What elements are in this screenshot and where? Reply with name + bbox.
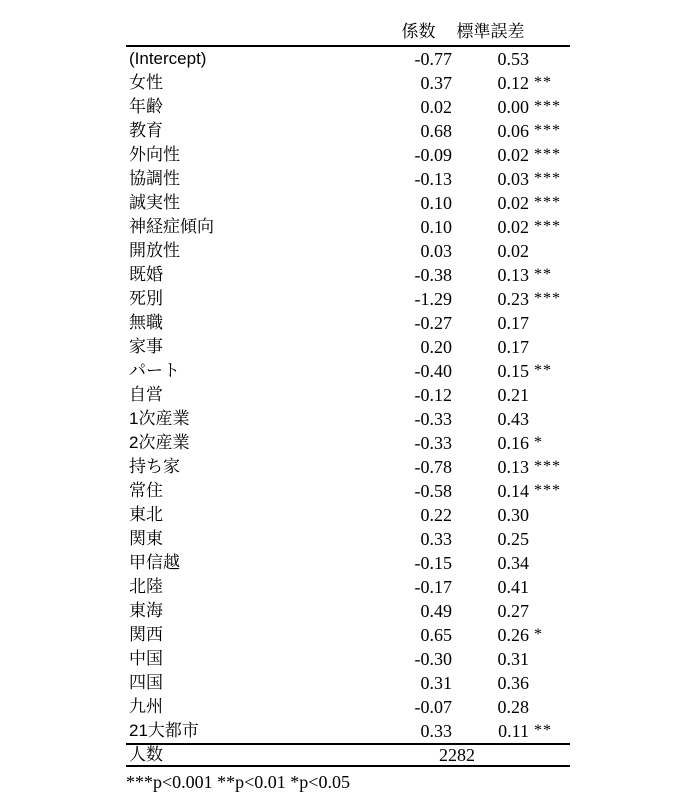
table-row	[126, 407, 570, 431]
coef-value: 0.02	[420, 97, 452, 117]
table-row	[126, 695, 570, 719]
coef-value: -1.29	[414, 289, 452, 309]
coef-value: 0.10	[420, 217, 452, 237]
significance-stars: **	[534, 362, 552, 379]
table-row	[126, 455, 570, 479]
coef-value: -0.33	[414, 409, 452, 429]
significance-stars	[529, 647, 570, 671]
coef-value: -0.38	[414, 265, 452, 285]
se-value: 0.41	[497, 577, 529, 597]
variable-label: 既婚	[129, 265, 163, 284]
se-value: 0.30	[497, 505, 529, 525]
significance-stars: ***	[534, 170, 561, 187]
table-row	[126, 719, 570, 744]
table-row	[126, 215, 570, 239]
variable-label: 2次産業	[129, 433, 190, 452]
variable-label: 常住	[129, 481, 163, 500]
coef-value: 0.31	[420, 673, 452, 693]
table-row	[126, 479, 570, 503]
se-value: 0.31	[497, 649, 529, 669]
se-value: 0.13	[497, 457, 529, 477]
significance-stars	[529, 575, 570, 599]
variable-label: パート	[129, 361, 180, 380]
significance-footnote: ***p<0.001 **p<0.01 *p<0.05	[126, 772, 350, 792]
significance-stars: ***	[534, 146, 561, 163]
coef-value: -0.07	[414, 697, 452, 717]
variable-label: 協調性	[129, 169, 180, 188]
coef-value: -0.33	[414, 433, 452, 453]
significance-stars: ***	[534, 290, 561, 307]
variable-label: 関西	[129, 625, 163, 644]
se-value: 0.53	[497, 49, 529, 69]
sample-size-sig-spacer	[529, 744, 570, 766]
significance-stars: **	[529, 719, 570, 744]
se-value: 0.23	[497, 289, 529, 309]
table-row	[126, 287, 570, 311]
significance-stars	[529, 551, 570, 575]
variable-label: 女性	[129, 73, 163, 92]
table-row	[126, 263, 570, 287]
variable-label: 九州	[129, 697, 163, 716]
coef-value: 0.22	[420, 505, 452, 525]
table-row	[126, 46, 570, 71]
table-row	[126, 599, 570, 623]
se-value: 0.14	[497, 481, 529, 501]
coef-value: 0.65	[420, 625, 452, 645]
table-body	[126, 46, 570, 744]
table-row	[126, 143, 570, 167]
table-row	[126, 623, 570, 647]
variable-label: 教育	[129, 121, 163, 140]
significance-stars: ***	[534, 482, 561, 499]
significance-stars: **	[534, 74, 552, 91]
se-value: 0.27	[497, 601, 529, 621]
se-value: 0.21	[497, 385, 529, 405]
se-value: 0.02	[497, 217, 529, 237]
variable-label: (Intercept)	[129, 49, 207, 68]
coef-value: 0.68	[420, 121, 452, 141]
coef-value: -0.78	[414, 457, 452, 477]
significance-stars: ***	[534, 458, 561, 475]
table-row	[126, 647, 570, 671]
se-value: 0.17	[497, 337, 529, 357]
significance-stars	[529, 239, 570, 263]
coef-value: 0.37	[420, 73, 452, 93]
table-row	[126, 431, 570, 455]
se-value: 0.43	[497, 409, 529, 429]
se-value: 0.25	[497, 529, 529, 549]
variable-label: 北陸	[129, 577, 163, 596]
significance-stars	[529, 527, 570, 551]
significance-stars	[529, 599, 570, 623]
se-value: 0.36	[497, 673, 529, 693]
significance-stars	[529, 46, 570, 71]
table-row	[126, 167, 570, 191]
coef-value: 0.33	[385, 719, 452, 744]
se-value: 0.26	[497, 625, 529, 645]
se-column-header: 標準誤差	[452, 14, 529, 46]
se-value: 0.06	[497, 121, 529, 141]
variable-label: 甲信越	[129, 553, 180, 572]
variable-label: 誠実性	[129, 193, 180, 212]
variable-label: 開放性	[129, 241, 180, 260]
coef-value: -0.58	[414, 481, 452, 501]
variable-label: 関東	[129, 529, 163, 548]
significance-stars: ***	[534, 218, 561, 235]
coef-value: -0.12	[414, 385, 452, 405]
variable-label: 21大都市	[126, 719, 385, 744]
variable-label: 中国	[129, 649, 163, 668]
significance-stars	[529, 695, 570, 719]
variable-label: 外向性	[129, 145, 180, 164]
sample-size-value: 2282	[385, 744, 529, 766]
sig-column-header	[529, 14, 570, 46]
header-row	[126, 14, 570, 46]
significance-stars	[529, 335, 570, 359]
significance-stars: ***	[534, 122, 561, 139]
table-row	[126, 119, 570, 143]
table-row	[126, 311, 570, 335]
coef-value: -0.27	[414, 313, 452, 333]
significance-stars	[529, 407, 570, 431]
table-row	[126, 575, 570, 599]
significance-stars	[529, 311, 570, 335]
se-value: 0.34	[497, 553, 529, 573]
coef-value: 0.03	[420, 241, 452, 261]
significance-stars	[529, 671, 570, 695]
table-row	[126, 503, 570, 527]
table-row	[126, 359, 570, 383]
variable-label: 神経症傾向	[129, 217, 214, 236]
variable-label: 四国	[129, 673, 163, 692]
table-row	[126, 383, 570, 407]
table-row	[126, 335, 570, 359]
significance-stars	[529, 383, 570, 407]
variable-label: 年齢	[129, 97, 163, 116]
coef-value: 0.10	[420, 193, 452, 213]
sample-size-label: 人数	[126, 744, 385, 766]
se-value: 0.12	[497, 73, 529, 93]
table-row	[126, 191, 570, 215]
coef-value: -0.13	[414, 169, 452, 189]
label-column-header	[126, 14, 385, 46]
variable-label: 死別	[129, 289, 163, 308]
significance-stars	[529, 503, 570, 527]
variable-label: 自営	[129, 385, 163, 404]
se-value: 0.00	[497, 97, 529, 117]
coef-value: 0.49	[420, 601, 452, 621]
coef-value: -0.09	[414, 145, 452, 165]
coef-value: -0.77	[414, 49, 452, 69]
se-value: 0.28	[497, 697, 529, 717]
coef-value: 0.33	[420, 529, 452, 549]
se-value: 0.02	[497, 193, 529, 213]
significance-stars: ***	[534, 98, 561, 115]
variable-label: 東北	[129, 505, 163, 524]
se-value: 0.03	[497, 169, 529, 189]
table-row	[126, 95, 570, 119]
se-value: 0.11	[452, 719, 529, 744]
se-value: 0.02	[497, 241, 529, 261]
se-value: 0.16	[497, 433, 529, 453]
se-value: 0.13	[497, 265, 529, 285]
coef-value: -0.17	[414, 577, 452, 597]
table-row	[126, 527, 570, 551]
significance-stars: **	[534, 266, 552, 283]
significance-stars: *	[534, 626, 543, 643]
table-row	[126, 71, 570, 95]
coef-value: -0.40	[414, 361, 452, 381]
variable-label: 家事	[129, 337, 163, 356]
coef-value: -0.30	[414, 649, 452, 669]
coef-value: -0.15	[414, 553, 452, 573]
se-value: 0.17	[497, 313, 529, 333]
se-value: 0.02	[497, 145, 529, 165]
table-row	[126, 551, 570, 575]
significance-stars: *	[534, 434, 543, 451]
table-row	[126, 671, 570, 695]
regression-table	[126, 14, 570, 767]
coef-value: 0.20	[420, 337, 452, 357]
significance-stars: ***	[534, 194, 561, 211]
variable-label: 無職	[129, 313, 163, 332]
variable-label: 東海	[129, 601, 163, 620]
variable-label: 持ち家	[129, 457, 180, 476]
variable-label: 1次産業	[129, 409, 190, 428]
se-value: 0.15	[497, 361, 529, 381]
coef-column-header: 係数	[385, 14, 452, 46]
regression-table-container	[126, 14, 570, 793]
table-row	[126, 239, 570, 263]
sample-size-row	[126, 744, 570, 766]
